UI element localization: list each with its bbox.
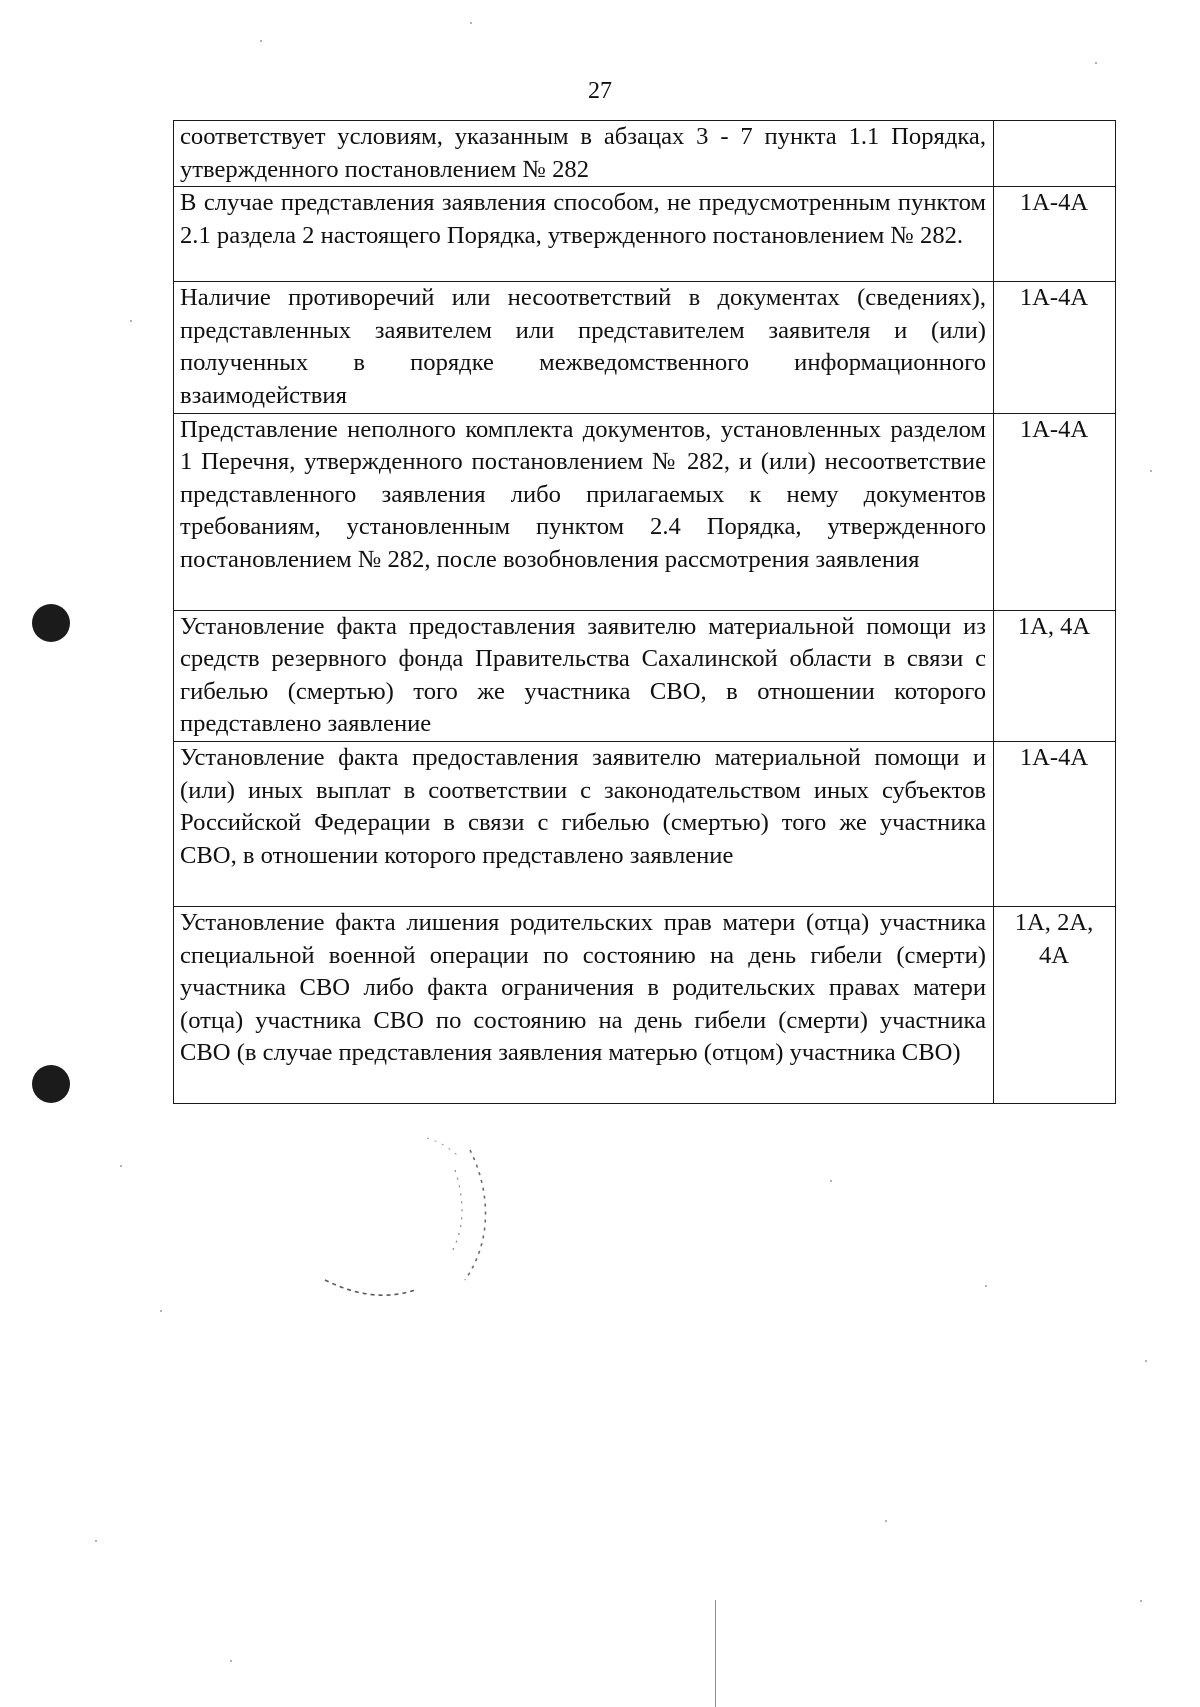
- scan-speck: [160, 1310, 162, 1312]
- condition-cell: Установление факта предоставления заявителю материальной помощи и (или) иных выплат в соответствии с законодательством иных субъектов Российской Федерации в связи с гибелью (смертью) того же участника СВО, в отношении которого представлено заявление: [174, 741, 994, 906]
- condition-cell: Установление факта лишения родительских прав матери (отца) участника специальной военной операции по состоянию на день гибели (смерти) участника СВО либо факта ограничения в родительских правах матери (отца) участника СВО по состоянию на день гибели (смерти) участника СВО (в случае представления заявления матерью (отцом) участника СВО): [174, 906, 994, 1103]
- scan-speck: [1140, 1600, 1142, 1602]
- codes-cell: 1А, 2А, 4А: [994, 906, 1116, 1103]
- punch-hole-upper: [32, 604, 70, 642]
- condition-cell: Наличие противоречий или несоответствий в документах (сведениях), представленных заявителем или представителем заявителя и (или) полученных в порядке межведомственного информационного взаимодействия: [174, 282, 994, 413]
- scan-speck: [885, 1520, 887, 1522]
- scan-speck: [470, 22, 472, 24]
- table-row: [174, 282, 1116, 413]
- scan-speck: [230, 1660, 232, 1662]
- scan-speck: [95, 1540, 97, 1542]
- scan-speck: [830, 1180, 832, 1182]
- condition-cell: В случае представления заявления способом, не предусмотренным пунктом 2.1 раздела 2 настоящего Порядка, утвержденного постановлением № 282.: [174, 187, 994, 282]
- table-row: [174, 187, 1116, 282]
- condition-cell: Установление факта предоставления заявителю материальной помощи из средств резервного фонда Правительства Сахалинской области в связи с гибелью (смертью) того же участника СВО, в отношении которого представлено заявление: [174, 610, 994, 741]
- scan-speck: [985, 1285, 987, 1287]
- codes-cell: 1А-4А: [994, 413, 1116, 610]
- scan-speck: [1150, 470, 1152, 472]
- codes-cell: 1А, 4А: [994, 610, 1116, 741]
- conditions-table: [173, 120, 1116, 1104]
- table-row: [174, 610, 1116, 741]
- scan-speck: [130, 320, 132, 322]
- page-number: 27: [588, 78, 612, 104]
- codes-cell: 1А-4А: [994, 741, 1116, 906]
- table-row: [174, 741, 1116, 906]
- codes-cell: [994, 121, 1116, 187]
- condition-cell: Представление неполного комплекта документов, установленных разделом 1 Перечня, утвержденного постановлением № 282, и (или) несоответствие представленного заявления либо прилагаемых к нему документов требованиям, установленным пунктом 2.4 Порядка, утвержденного постановлением № 282, после возобновления рассмотрения заявления: [174, 413, 994, 610]
- punch-hole-lower: [32, 1065, 70, 1103]
- scan-speck: [1145, 1360, 1147, 1362]
- codes-cell: 1А-4А: [994, 187, 1116, 282]
- table-row: [174, 121, 1116, 187]
- faint-stamp-mark: [315, 1130, 515, 1330]
- table-row: [174, 413, 1116, 610]
- condition-cell: соответствует условиям, указанным в абзацах 3 - 7 пункта 1.1 Порядка, утвержденного постановлением № 282: [174, 121, 994, 187]
- table-row: [174, 906, 1116, 1103]
- codes-cell: 1А-4А: [994, 282, 1116, 413]
- scan-speck: [260, 40, 262, 42]
- scan-speck: [120, 1165, 122, 1167]
- scan-line-artifact: [715, 1600, 716, 1707]
- scan-speck: [1095, 62, 1097, 64]
